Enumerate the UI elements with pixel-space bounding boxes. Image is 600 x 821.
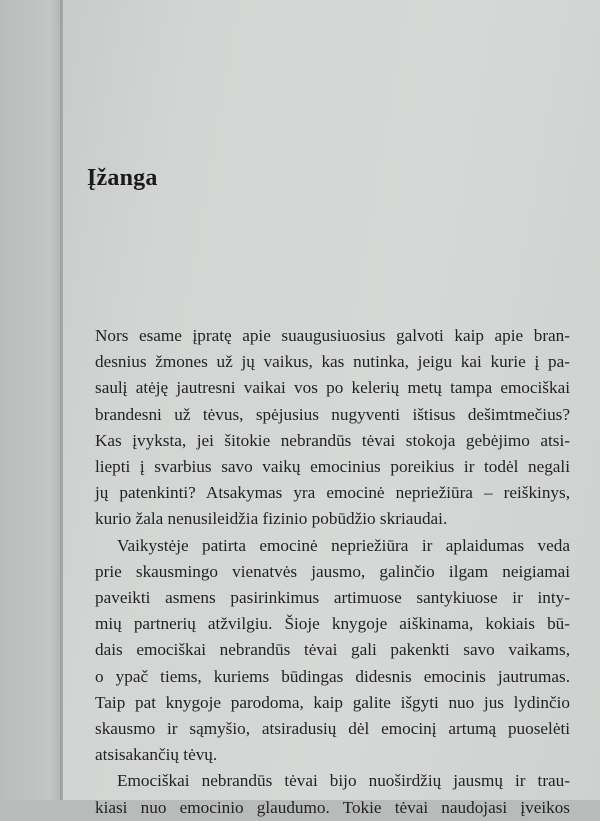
- text-line: mių partnerių atžvilgiu. Šioje knygoje aiškinama, kokiais bū-: [95, 614, 570, 634]
- paragraph-1: [95, 323, 570, 533]
- text-line: Kas įvyksta, jei šitokie nebrandūs tėvai stokoja gebėjimo atsi-: [95, 430, 570, 450]
- text-line: kiasi nuo emocinio glaudumo. Tokie tėvai naudojasi įveikos: [95, 797, 570, 817]
- text-line: liepti į svarbius savo vaikų emocinius poreikius ir todėl negali: [95, 457, 570, 477]
- text-line: desnius žmones už jų vaikus, kas nutinka, jeigu kai kurie į pa-: [95, 352, 570, 372]
- text-line: o ypač tiems, kuriems būdingas didesnis emocinis jautrumas.: [95, 666, 570, 686]
- text-line: brandesni už tėvus, spėjusius nugyventi ištisus dešimtmečius?: [95, 404, 570, 424]
- text-line: Taip pat knygoje parodoma, kaip galite išgyti nuo jus lydinčio: [95, 692, 570, 712]
- text-line: saulį atėję jautresni vaikai vos po kelerių metų tampa emociškai: [95, 378, 570, 398]
- text-line: atsisakančių tėvų.: [95, 745, 218, 765]
- text-line: Vaikystėje patirta emocinė nepriežiūra ir aplaidumas veda: [117, 535, 570, 555]
- text-line: kurio žala nenusileidžia fizinio pobūdžio skriaudai.: [95, 509, 448, 529]
- chapter-title: Įžanga: [87, 165, 158, 191]
- text-line: skausmo ir sąmyšio, atsiradusių dėl emocinį artumą puoselėti: [95, 719, 570, 739]
- text-line: Emociškai nebrandūs tėvai bijo nuoširdžių jausmų ir trau-: [117, 771, 570, 791]
- paragraph-3: [95, 768, 570, 820]
- body-text: [95, 323, 570, 821]
- text-line: prie skausmingo vienatvės jausmo, galinčio ilgam neigiamai: [95, 561, 570, 581]
- text-line: Nors esame įpratę apie suaugusiuosius galvoti kaip apie bran-: [95, 326, 570, 345]
- previous-page-edge: [0, 0, 62, 800]
- text-line: dais emociškai nebrandūs tėvai gali pakenkti savo vaikams,: [95, 640, 570, 660]
- paragraph-2: [95, 533, 570, 769]
- text-line: paveikti asmens pasirinkimus artimuose santykiuose ir inty-: [95, 588, 570, 608]
- text-line: jų patenkinti? Atsakymas yra emocinė nepriežiūra – reiškinys,: [95, 483, 570, 503]
